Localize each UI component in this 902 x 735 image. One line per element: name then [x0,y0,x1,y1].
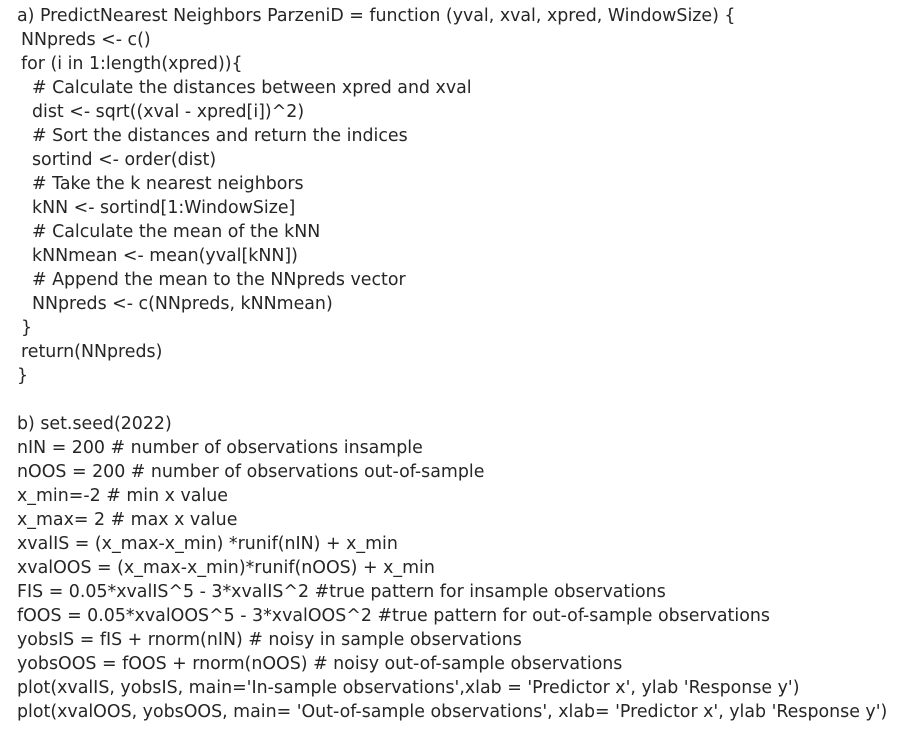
closing-brace: } [21,318,33,338]
code-line: xvalOOS = (x_max-x_min)*runif(nOOS) + x_min [17,558,435,578]
code-line: yobsIS = fIS + rnorm(nIN) # noisy in sample observations [17,630,522,650]
code-line: plot(xvalIS, yobsIS, main='In-sample observations',xlab = 'Predictor x', ylab 'Response y') [17,678,800,698]
code-line: xvalIS = (x_max-x_min) *runif(nIN) + x_min [17,534,398,554]
code-line: nOOS = 200 # number of observations out-of-sample [17,462,485,482]
code-line: dist <- sqrt((xval - xpred[i])^2) [32,102,305,122]
section-b-header-line: b) set.seed(2022) [17,414,172,434]
code-line: FIS = 0.05*xvalIS^5 - 3*xvalIS^2 #true pattern for insample observations [17,582,666,602]
code-line: for (i in 1:length(xpred)){ [21,54,243,74]
code-line: kNNmean <- mean(yval[kNN]) [32,246,298,266]
code-line: fOOS = 0.05*xvalOOS^5 - 3*xvalOOS^2 #true pattern for out-of-sample observations [17,606,770,626]
section-gap [17,388,897,412]
code-document [17,4,897,724]
code-comment: # Take the k nearest neighbors [32,174,304,194]
code-line: yobsOOS = fOOS + rnorm(nOOS) # noisy out-of-sample observations [17,654,623,674]
code-line: plot(xvalOOS, yobsOOS, main= 'Out-of-sample observations', xlab= 'Predictor x', ylab 'Response y') [17,702,888,722]
code-comment: # Calculate the mean of the kNN [32,222,321,242]
code-line: x_min=-2 # min x value [17,486,228,506]
code-line: kNN <- sortind[1:WindowSize] [32,198,296,218]
code-line: NNpreds <- c() [21,30,151,50]
code-comment: # Sort the distances and return the indices [32,126,408,146]
code-line: return(NNpreds) [21,342,163,362]
closing-brace: } [17,366,29,386]
code-comment: # Append the mean to the NNpreds vector [32,270,406,290]
code-line: NNpreds <- c(NNpreds, kNNmean) [32,294,333,314]
code-comment: # Calculate the distances between xpred and xval [32,78,472,98]
function-header-line: a) PredictNearest Neighbors ParzeniD = function (yval, xval, xpred, WindowSize) { [17,6,736,26]
code-line: x_max= 2 # max x value [17,510,238,530]
code-line: sortind <- order(dist) [32,150,217,170]
code-line: nIN = 200 # number of observations insample [17,438,423,458]
